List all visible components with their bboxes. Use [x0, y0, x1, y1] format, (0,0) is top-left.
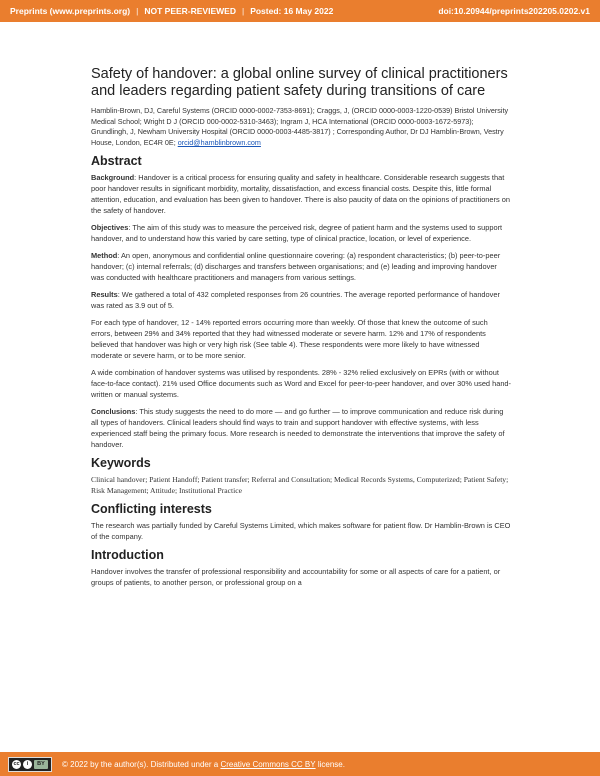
objectives-text: : The aim of this study was to measure the perceived risk, degree of patient harm and the systems used to support handover, and to understand how this varied by care setting, type of clinical practice, location, or level of experience. — [91, 223, 503, 243]
objectives-label: Objectives — [91, 223, 129, 232]
cc-by-badge-icon[interactable] — [8, 757, 52, 772]
background-text: : Handover is a critical process for ensuring quality and safety in healthcare. Considerable research suggests that poor handover results in significant morbidity, mortality, dissatisfaction, and excess financial costs. Despite this, little formal attention, education, and evaluation has been given to handover. There is also paucity of data on the opinions of practitioners on the safety of handover. — [91, 173, 510, 215]
method-text: : An open, anonymous and confidential online questionnaire covering: (a) respondent characteristics; (b) peer-to-peer handover; (c) internal referrals; (d) discharges and transfers between organisations; and (e) leading and improving handover was conducted with healthcare practitioners and managers from various settings. — [91, 251, 501, 282]
conclusions-label: Conclusions — [91, 407, 136, 416]
abstract-conclusions — [91, 406, 511, 450]
preprint-header-bar — [0, 0, 600, 22]
doi-link[interactable]: doi:10.20944/preprints202205.0202.v1 — [438, 6, 590, 16]
method-label: Method — [91, 251, 118, 260]
author-list — [91, 106, 511, 148]
keywords-heading: Keywords — [91, 456, 151, 470]
license-suffix: license. — [317, 759, 345, 769]
license-footer — [0, 752, 600, 776]
by-icon: BY — [34, 760, 48, 769]
authors-text: Hamblin-Brown, DJ, Careful Systems (ORCID 0000-0002-7353-8691); Craggs, J, (ORCID 0000-0003-1220-0539) Bristol University Medical School; Wright D J (ORCID 000-0002-5310-3463); Ingram J, HCA International (ORCID 0000-0003-1672-5973); Grundlingh, J, Newham University Hospital (ORCID 0000-0003-4485-3817) ; Corresponding Author, Dr DJ Hamblin-Brown, Vestry House, London, EC4R 0E; — [91, 106, 509, 147]
paper-title: Safety of handover: a global online survey of clinical practitioners and leaders regarding patient safety during transitions of care — [91, 66, 508, 99]
conflicting-heading: Conflicting interests — [91, 502, 212, 516]
introduction-text: Handover involves the transfer of professional responsibility and accountability for some or all aspects of care for a patient, or groups of patients, to another person, or professional group on a — [91, 567, 501, 587]
review-status: NOT PEER-REVIEWED — [144, 6, 236, 16]
email-link[interactable]: orcid@hamblinbrown.com — [177, 137, 261, 147]
separator: | — [136, 6, 139, 16]
posted-date: Posted: 16 May 2022 — [250, 6, 334, 16]
introduction-heading: Introduction — [91, 548, 164, 562]
abstract-results — [91, 289, 511, 311]
site-name[interactable]: Preprints (www.preprints.org) — [10, 6, 131, 16]
header-left — [10, 6, 333, 16]
abstract-method — [91, 250, 511, 283]
license-link[interactable]: Creative Commons CC BY — [220, 759, 316, 769]
results-text: : We gathered a total of 432 completed responses from 26 countries. The average reported performance of handover was rated as 3.9 out of 5. — [91, 290, 500, 310]
background-label: Background — [91, 173, 135, 182]
paper-content — [91, 66, 511, 594]
separator: | — [241, 6, 245, 16]
results-label: Results — [91, 290, 118, 299]
abstract-results-p3: A wide combination of handover systems was utilised by respondents. 28% - 32% relied exclusively on EPRs (with or without face-to-face contact). 21% used Office documents such as Word and Excel for peer-to-peer handover, and over 30% used hand-written or manual systems. — [91, 368, 511, 399]
abstract-objectives — [91, 222, 511, 244]
keywords-text: Clinical handover; Patient Handoff; Patient transfer; Referral and Consultation; Medical Records Systems, Computerized; Patient Safety; Risk Management; Attitude; Institutional Practice — [91, 475, 509, 495]
conclusions-text: : This study suggests the need to do more — and go further — to improve communication and reduce risk during all types of handovers. Clinical leaders should find ways to train and support handover with effective systems, with less experienced staff being the primary focus. More research is needed to demonstrate the interventions that improve the safety of handover. — [91, 407, 505, 449]
conflicting-text: The research was partially funded by Careful Systems Limited, which makes software for patient flow. Dr Hamblin-Brown is CEO of the company. — [91, 521, 511, 541]
attribution-icon: i — [23, 760, 32, 769]
copyright-text: © 2022 by the author(s). Distributed under a — [62, 759, 219, 769]
cc-icon: cc — [13, 760, 20, 767]
abstract-heading: Abstract — [91, 154, 142, 168]
abstract-background — [91, 172, 511, 216]
abstract-results-p2: For each type of handover, 12 - 14% reported errors occurring more than weekly. Of those that knew the outcome of such errors, between 29% and 34% reported that they had witnessed moderate or severe harm. 12% and 17% of respondents believed that handover was high or very high risk (See table 4). These respondents were more likely to have witnessed moderate or severe harm, or to be more senior. — [91, 318, 488, 360]
